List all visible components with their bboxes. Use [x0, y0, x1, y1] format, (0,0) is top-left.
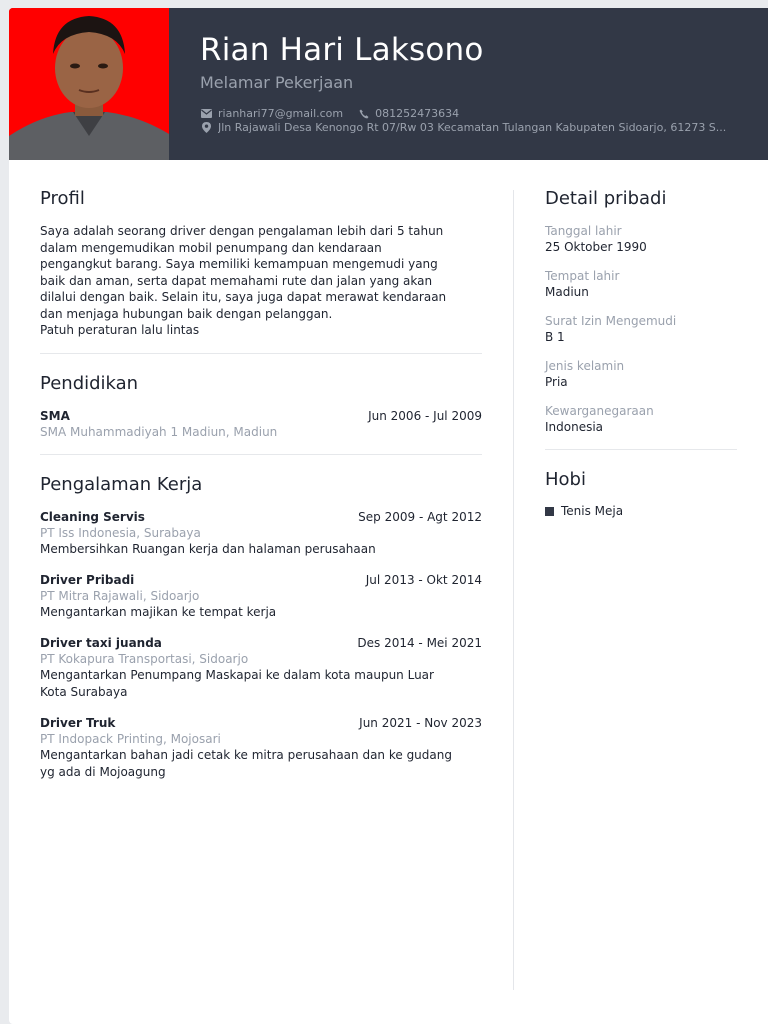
phone-number[interactable]: 081252473634 [375, 107, 460, 120]
pd-value: Madiun [545, 285, 589, 299]
pd-value: Indonesia [545, 420, 604, 434]
entry-title: Driver Truk [40, 715, 116, 730]
pd-label: Surat Izin Mengemudi [545, 314, 677, 328]
envelope-icon [200, 108, 213, 119]
header [9, 8, 768, 160]
entry-date: Jun 2021 - Nov 2023 [359, 715, 482, 730]
resume-page [9, 8, 768, 1024]
entry-desc: Membersihkan Ruangan kerja dan halaman perusahaan [40, 541, 376, 556]
education-entry [40, 408, 482, 440]
pd-value: Pria [545, 375, 568, 389]
contact-row [200, 107, 459, 120]
pd-label: Tanggal lahir [545, 224, 622, 238]
email-link[interactable]: rianhari77@gmail.com [218, 107, 344, 120]
pd-label: Tempat lahir [545, 269, 620, 283]
pd-value: 25 Oktober 1990 [545, 240, 647, 254]
personal-item [545, 268, 737, 300]
profile-line: Patuh peraturan lalu lintas [40, 323, 200, 337]
experience-entry [40, 572, 482, 621]
pd-value: B 1 [545, 330, 565, 344]
entry-org: PT Mitra Rajawali, Sidoarjo [40, 588, 200, 603]
section-divider [40, 454, 482, 455]
personal-item [545, 358, 737, 390]
pd-label: Jenis kelamin [545, 359, 625, 373]
profile-line: pengangkut barang. Saya memiliki kemampuan mengemudi yang [40, 257, 438, 271]
experience-entry [40, 635, 482, 701]
profile-line: dalam mengemudikan mobil penumpang dan kendaraan [40, 240, 382, 255]
entry-org: SMA Muhammadiyah 1 Madiun, Madiun [40, 424, 278, 439]
side-column [545, 188, 737, 518]
entry-title: Driver Pribadi [40, 572, 135, 587]
education-title: Pendidikan [40, 372, 139, 394]
hobby-item [545, 504, 737, 518]
column-divider [513, 190, 514, 990]
address-row [200, 121, 740, 134]
address-text: Jln Rajawali Desa Kenongo Rt 07/Rw 03 Kecamatan Tulangan Kabupaten Sidoarjo, 61273 S... [218, 121, 727, 134]
hobby-label: Tenis Meja [561, 504, 624, 518]
entry-org: PT Kokapura Transportasi, Sidoarjo [40, 651, 249, 666]
main-column [40, 188, 482, 795]
entry-desc: Mengantarkan Penumpang Maskapai ke dalam kota maupun Luar [40, 667, 434, 682]
profile-title: Profil [40, 188, 85, 209]
section-divider [40, 353, 482, 354]
entry-date: Sep 2009 - Agt 2012 [358, 509, 482, 524]
entry-date: Jun 2006 - Jul 2009 [368, 408, 482, 423]
entry-org: PT Indopack Printing, Mojosari [40, 731, 221, 746]
profile-line: baik dan aman, serta dapat memahami rute dan jalan yang akan [40, 273, 433, 288]
personal-title: Detail pribadi [545, 188, 667, 209]
candidate-name: Rian Hari Laksono [200, 32, 484, 68]
entry-title: SMA [40, 408, 70, 423]
personal-item [545, 313, 737, 345]
entry-title: Driver taxi juanda [40, 635, 162, 650]
entry-desc: yg ada di Mojoagung [40, 764, 166, 779]
experience-entry [40, 509, 482, 558]
entry-org: PT Iss Indonesia, Surabaya [40, 525, 201, 540]
personal-item [545, 403, 737, 435]
section-divider [545, 449, 737, 450]
profile-line: dan menjaga hubungan baik dengan pelanggan. [40, 306, 333, 321]
entry-date: Des 2014 - Mei 2021 [357, 635, 482, 650]
personal-item [545, 223, 737, 255]
entry-title: Cleaning Servis [40, 509, 145, 524]
pd-label: Kewarganegaraan [545, 404, 654, 418]
experience-title: Pengalaman Kerja [40, 473, 203, 495]
candidate-role: Melamar Pekerjaan [200, 73, 354, 92]
entry-date: Jul 2013 - Okt 2014 [365, 572, 482, 587]
experience-entry [40, 715, 482, 781]
phone-icon [357, 108, 370, 119]
entry-desc: Mengantarkan majikan ke tempat kerja [40, 604, 277, 619]
profile-line: Saya adalah seorang driver dengan pengalaman lebih dari 5 tahun [40, 224, 444, 238]
profile-line: dilalui dengan baik. Selain itu, saya juga dapat merawat kendaraan [40, 290, 447, 304]
map-pin-icon [200, 122, 213, 133]
hobbies-title: Hobi [545, 469, 586, 490]
entry-desc: Kota Surabaya [40, 684, 128, 699]
profile-text [40, 223, 482, 339]
profile-photo [9, 8, 169, 160]
person-portrait-icon [9, 8, 169, 160]
square-bullet-icon [545, 507, 554, 516]
entry-desc: Mengantarkan bahan jadi cetak ke mitra perusahaan dan ke gudang [40, 747, 452, 762]
